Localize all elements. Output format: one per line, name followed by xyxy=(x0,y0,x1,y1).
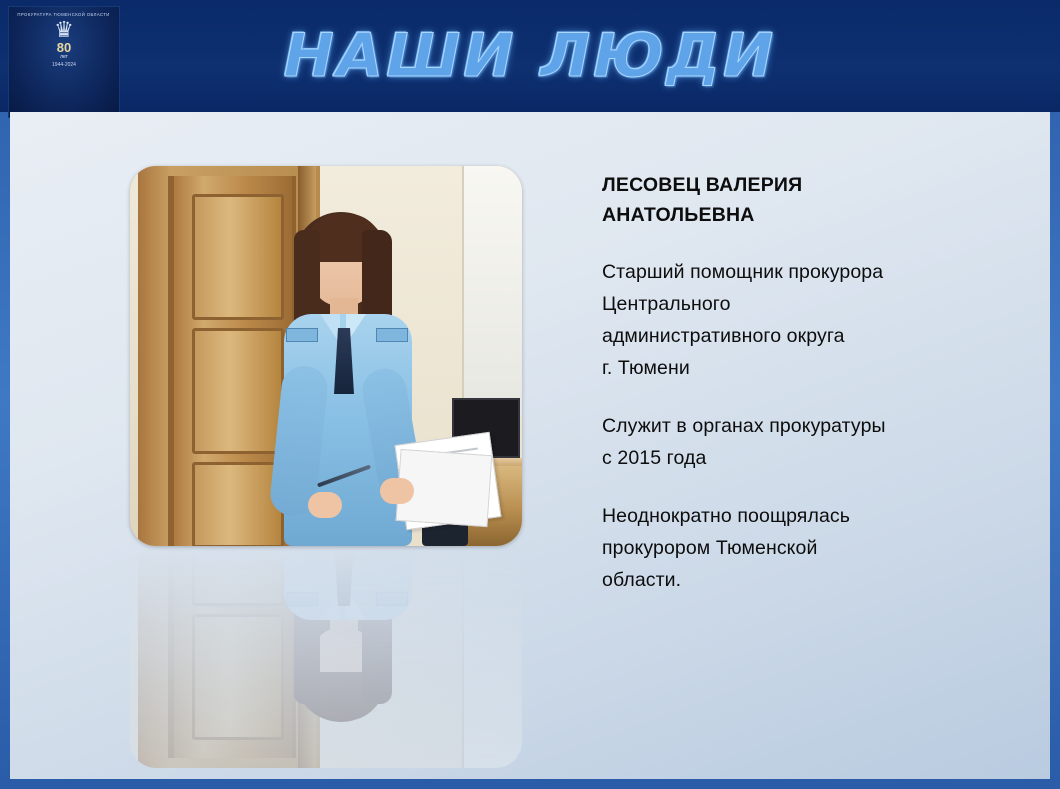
person-awards-line-2: прокурором Тюменской xyxy=(602,537,818,559)
person-awards xyxy=(602,500,1022,596)
page-title: НАШИ ЛЮДИ xyxy=(283,21,777,91)
photo-reflection-scene xyxy=(130,548,522,768)
photo-reflection xyxy=(130,548,522,768)
person-awards-line-3: области. xyxy=(602,569,682,591)
person-hand-right xyxy=(380,478,414,504)
person-position-line-2: Центрального xyxy=(602,293,731,315)
photo-person xyxy=(250,206,440,546)
person-position xyxy=(602,256,1022,384)
person-hand-left xyxy=(308,492,342,518)
person-shoulder-board-right xyxy=(376,328,408,342)
person-photo xyxy=(130,166,522,546)
person-shoulder-board-left xyxy=(286,328,318,342)
photo-scene xyxy=(130,166,522,546)
slide-content xyxy=(10,112,1050,779)
person-name xyxy=(602,170,1022,230)
emblem-ring-text: ПРОКУРАТУРА ТЮМЕНСКОЙ ОБЛАСТИ xyxy=(17,12,111,17)
person-service-line-1: Служит в органах прокуратуры xyxy=(602,415,886,437)
person-name-line-1: ЛЕСОВЕЦ ВАЛЕРИЯ xyxy=(602,174,803,196)
person-collar-left xyxy=(320,314,340,344)
photo-block xyxy=(130,166,522,546)
person-position-line-3: административного округа xyxy=(602,325,845,347)
double-headed-eagle-icon: ♛ xyxy=(54,16,74,42)
slide-header xyxy=(0,0,1060,112)
emblem-years: 1944-2024 xyxy=(52,61,76,68)
person-service xyxy=(602,410,1022,474)
photo-window xyxy=(462,166,522,416)
person-details xyxy=(602,170,1022,596)
person-service-line-2: с 2015 года xyxy=(602,447,707,469)
person-position-line-1: Старший помощник прокурора xyxy=(602,261,884,283)
person-name-line-2: АНАТОЛЬЕВНА xyxy=(602,204,755,226)
emblem-anniversary-word: лет xyxy=(60,53,68,60)
person-awards-line-1: Неоднократно поощрялась xyxy=(602,505,851,527)
emblem-anniversary-number: 80 xyxy=(56,39,72,55)
person-position-line-4: г. Тюмени xyxy=(602,357,690,379)
